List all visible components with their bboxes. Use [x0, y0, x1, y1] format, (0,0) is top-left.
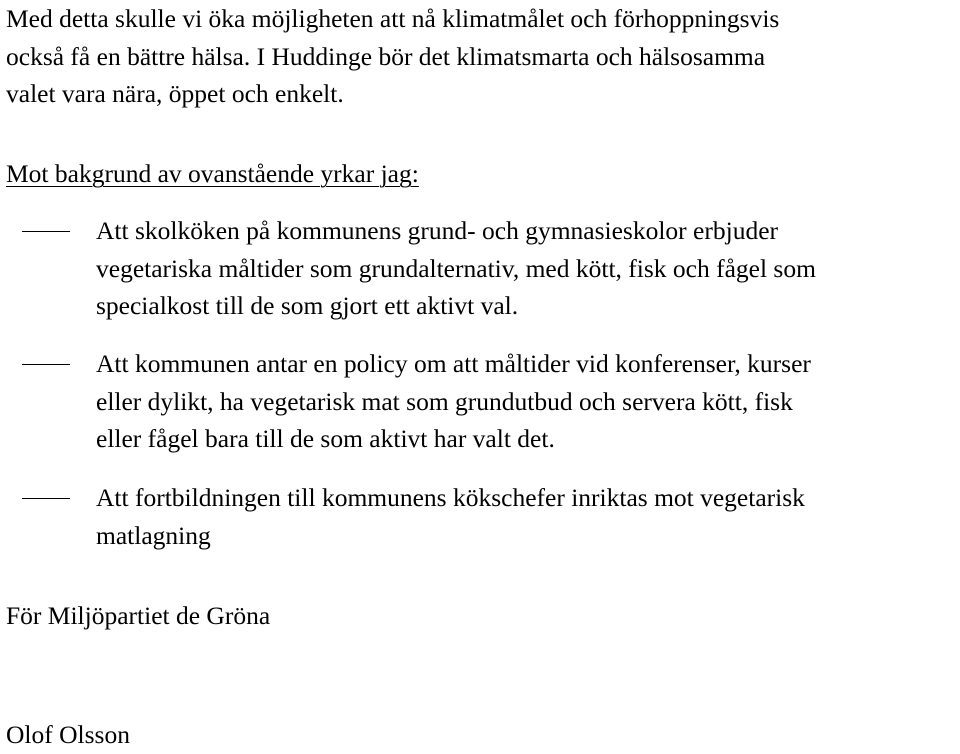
- demand-line: Att fortbildningen till kommunens kökschefer inriktas mot vegetarisk: [96, 483, 805, 512]
- demand-line: Att skolköken på kommunens grund- och gymnasieskolor erbjuder: [96, 216, 779, 245]
- demand-text: [96, 212, 956, 325]
- signer-name: Olof Olsson: [6, 720, 130, 749]
- demand-line: eller dylikt, ha vegetarisk mat som grundutbud och servera kött, fisk: [96, 386, 793, 416]
- intro-line: valet vara nära, öppet och enkelt.: [6, 79, 344, 108]
- lead-in-heading: Mot bakgrund av ovanstående yrkar jag:: [6, 159, 419, 188]
- demand-line: matlagning: [96, 520, 211, 550]
- dash-bullet-icon: [22, 231, 70, 232]
- intro-line: Med detta skulle vi öka möjligheten att nå klimatmålet och förhoppningsvis: [6, 4, 780, 33]
- demand-line: vegetariska måltider som grundalternativ, med kött, fisk och fågel som: [96, 253, 816, 283]
- party-name: För Miljöpartiet de Gröna: [6, 601, 271, 630]
- intro-paragraph: [6, 0, 956, 113]
- demand-text: [96, 345, 956, 458]
- demand-text: [96, 479, 956, 554]
- demand-line: specialkost till de som gjort ett aktivt val.: [96, 291, 519, 320]
- intro-line: också få en bättre hälsa. I Huddinge bör det klimatsmarta och hälsosamma: [6, 41, 766, 71]
- demand-line: Att kommunen antar en policy om att måltider vid konferenser, kurser: [96, 349, 811, 378]
- dash-bullet-icon: [22, 364, 70, 365]
- demand-line: eller fågel bara till de som aktivt har valt det.: [96, 424, 555, 453]
- dash-bullet-icon: [22, 498, 70, 499]
